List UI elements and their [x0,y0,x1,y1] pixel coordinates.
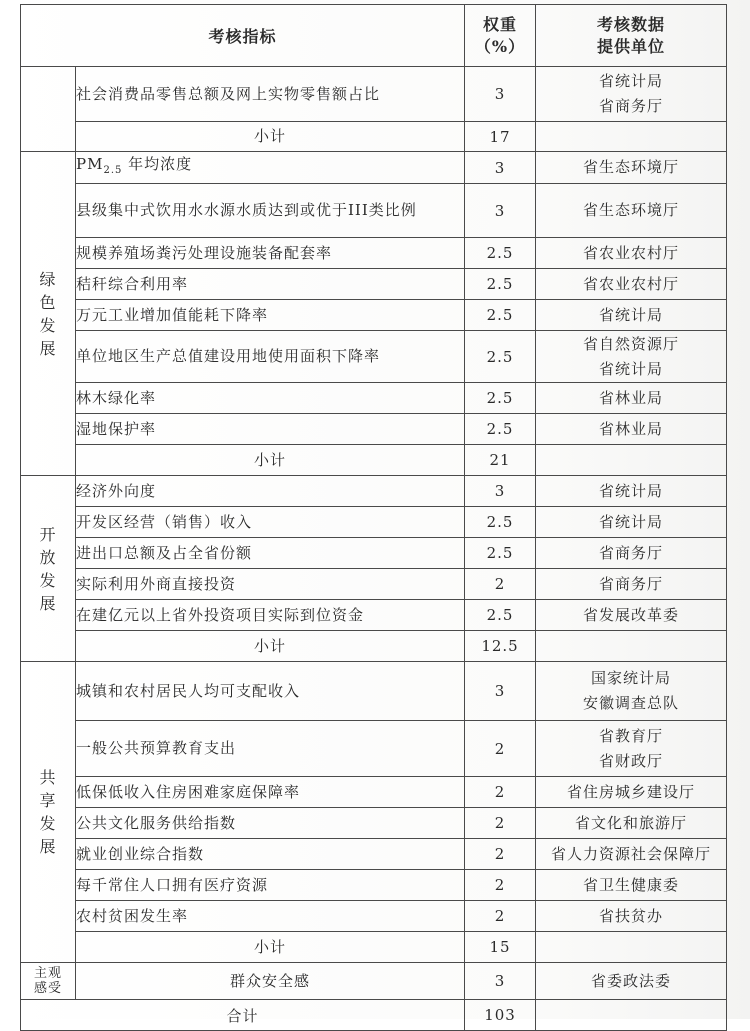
unit-cell: 省扶贫办 [536,901,727,932]
table-row [21,721,727,777]
unit-cell-empty [536,932,727,963]
table-row [21,777,727,808]
unit-cell: 省统计局 [536,507,727,538]
weight-cell: 2 [465,839,536,870]
unit-line: 省财政厅 [599,751,664,770]
total-row [21,1000,727,1031]
unit-cell: 省发展改革委 [536,600,727,631]
indicator-cell: 社会消费品零售总额及网上实物零售额占比 [76,67,465,122]
category-char: 感受 [33,981,62,996]
subtotal-weight: 12.5 [465,631,536,662]
subtotal-row [21,631,727,662]
header-indicator: 考核指标 [21,5,465,67]
table-row [21,67,727,122]
unit-cell-empty [536,631,727,662]
weight-cell: 2.5 [465,538,536,569]
unit-cell: 省人力资源社会保障厅 [536,839,727,870]
category-char: 开 [39,524,57,544]
header-unit-line1: 考核数据 [597,14,666,34]
subtotal-row [21,932,727,963]
indicator-cell: 规模养殖场粪污处理设施装备配套率 [76,238,465,269]
table-row [21,870,727,901]
weight-cell: 2 [465,721,536,777]
subtotal-row [21,122,727,152]
indicator-cell: 群众安全感 [76,963,465,1000]
category-subjective [21,963,76,1000]
table-row [21,839,727,870]
table-row [21,300,727,331]
category-char: 展 [39,837,57,856]
weight-cell: 3 [465,184,536,238]
weight-cell: 2.5 [465,300,536,331]
indicator-cell: 农村贫困发生率 [76,901,465,932]
indicator-cell: 秸秆综合利用率 [76,269,465,300]
weight-cell: 2 [465,808,536,839]
table-row [21,238,727,269]
unit-line: 安徽调查总队 [583,694,680,712]
subtotal-weight: 21 [465,445,536,476]
table-row [21,538,727,569]
subtotal-label: 小计 [76,932,465,963]
weight-cell: 2.5 [465,414,536,445]
category-green [21,152,76,476]
unit-line: 省商务厅 [599,97,664,115]
pm-prefix: PM [76,155,104,173]
indicator-cell: 在建亿元以上省外投资项目实际到位资金 [76,600,465,631]
header-unit [536,5,727,67]
weight-cell: 2 [465,569,536,600]
indicator-cell: 开发区经营（销售）收入 [76,507,465,538]
table-row [21,414,727,445]
indicator-cell: 实际利用外商直接投资 [76,569,465,600]
unit-cell [536,721,727,777]
unit-cell: 省统计局 [536,476,727,507]
indicator-cell: 经济外向度 [76,476,465,507]
weight-cell: 2 [465,901,536,932]
subtotal-label: 小计 [76,445,465,476]
indicator-cell: 县级集中式饮用水水源水质达到或优于III类比例 [76,184,465,238]
indicator-cell: 进出口总额及占全省份额 [76,538,465,569]
table-row [21,901,727,932]
header-row [21,5,727,67]
category-char: 发 [39,814,57,833]
header-weight-line2: （%） [474,36,526,56]
indicator-cell: 湿地保护率 [76,414,465,445]
weight-cell: 2.5 [465,383,536,414]
weight-cell: 2.5 [465,600,536,631]
unit-line: 省统计局 [599,72,664,90]
unit-cell-empty [536,445,727,476]
category-share [21,662,76,963]
unit-cell: 省委政法委 [536,963,727,1000]
indicator-cell: 单位地区生产总值建设用地使用面积下降率 [76,331,465,383]
table-row [21,476,727,507]
subtotal-weight: 15 [465,932,536,963]
table-row [21,507,727,538]
weight-cell: 2.5 [465,331,536,383]
unit-cell [536,331,727,383]
category-cell-empty [21,67,76,152]
weight-cell: 2 [465,777,536,808]
weight-cell: 3 [465,152,536,184]
weight-cell: 2 [465,870,536,901]
category-char: 共 [39,768,57,787]
table-row [21,331,727,383]
unit-cell: 省统计局 [536,300,727,331]
indicator-cell: 每千常住人口拥有医疗资源 [76,870,465,901]
assessment-table [20,4,727,1031]
pm-suffix: 年均浓度 [122,155,193,173]
category-char: 绿 [39,269,57,289]
subtotal-label: 小计 [76,122,465,152]
table-row [21,963,727,1000]
category-open [21,476,76,662]
table-row [21,383,727,414]
table-row [21,184,727,238]
weight-cell: 3 [465,963,536,1000]
unit-cell-empty [536,1000,727,1031]
header-unit-line2: 提供单位 [597,36,666,56]
unit-cell: 省商务厅 [536,538,727,569]
total-label: 合计 [21,1000,465,1031]
unit-cell: 省文化和旅游厅 [536,808,727,839]
category-char: 享 [39,791,57,810]
weight-cell: 2.5 [465,238,536,269]
indicator-cell: 城镇和农村居民人均可支配收入 [76,662,465,721]
table-row [21,808,727,839]
table-row [21,152,727,184]
indicator-cell: 一般公共预算教育支出 [76,721,465,777]
weight-cell: 3 [465,476,536,507]
weight-cell: 2.5 [465,507,536,538]
unit-cell: 省农业农村厅 [536,238,727,269]
unit-cell: 省农业农村厅 [536,269,727,300]
category-char: 放 [39,547,57,567]
indicator-cell [76,152,465,184]
category-char: 发 [39,315,57,335]
unit-line: 国家统计局 [591,669,672,687]
unit-cell-empty [536,122,727,152]
category-char: 展 [39,338,57,358]
header-weight-line1: 权重 [483,14,518,34]
unit-cell: 省商务厅 [536,569,727,600]
unit-cell [536,67,727,122]
table-row [21,662,727,721]
pm-subscript: 2.5 [103,165,123,176]
unit-cell: 省生态环境厅 [536,152,727,184]
table-row [21,600,727,631]
subtotal-label: 小计 [76,631,465,662]
unit-cell: 省林业局 [536,383,727,414]
indicator-cell: 就业创业综合指数 [76,839,465,870]
category-char: 发 [39,570,57,590]
subtotal-weight: 17 [465,122,536,152]
indicator-cell: 林木绿化率 [76,383,465,414]
unit-cell [536,662,727,721]
unit-line: 省教育厅 [599,726,664,745]
unit-cell: 省生态环境厅 [536,184,727,238]
indicator-cell: 公共文化服务供给指数 [76,808,465,839]
unit-line: 省统计局 [599,359,664,378]
indicator-cell: 低保低收入住房困难家庭保障率 [76,777,465,808]
unit-cell: 省住房城乡建设厅 [536,777,727,808]
unit-cell: 省卫生健康委 [536,870,727,901]
weight-cell: 2.5 [465,269,536,300]
category-char: 色 [39,292,57,312]
table-row [21,269,727,300]
header-weight [465,5,536,67]
subtotal-row [21,445,727,476]
total-weight: 103 [465,1000,536,1031]
weight-cell: 3 [465,662,536,721]
table-row [21,569,727,600]
category-char: 展 [39,593,57,613]
unit-line: 省自然资源厅 [583,334,680,353]
unit-cell: 省林业局 [536,414,727,445]
category-char: 主观 [33,966,62,981]
weight-cell: 3 [465,67,536,122]
indicator-cell: 万元工业增加值能耗下降率 [76,300,465,331]
